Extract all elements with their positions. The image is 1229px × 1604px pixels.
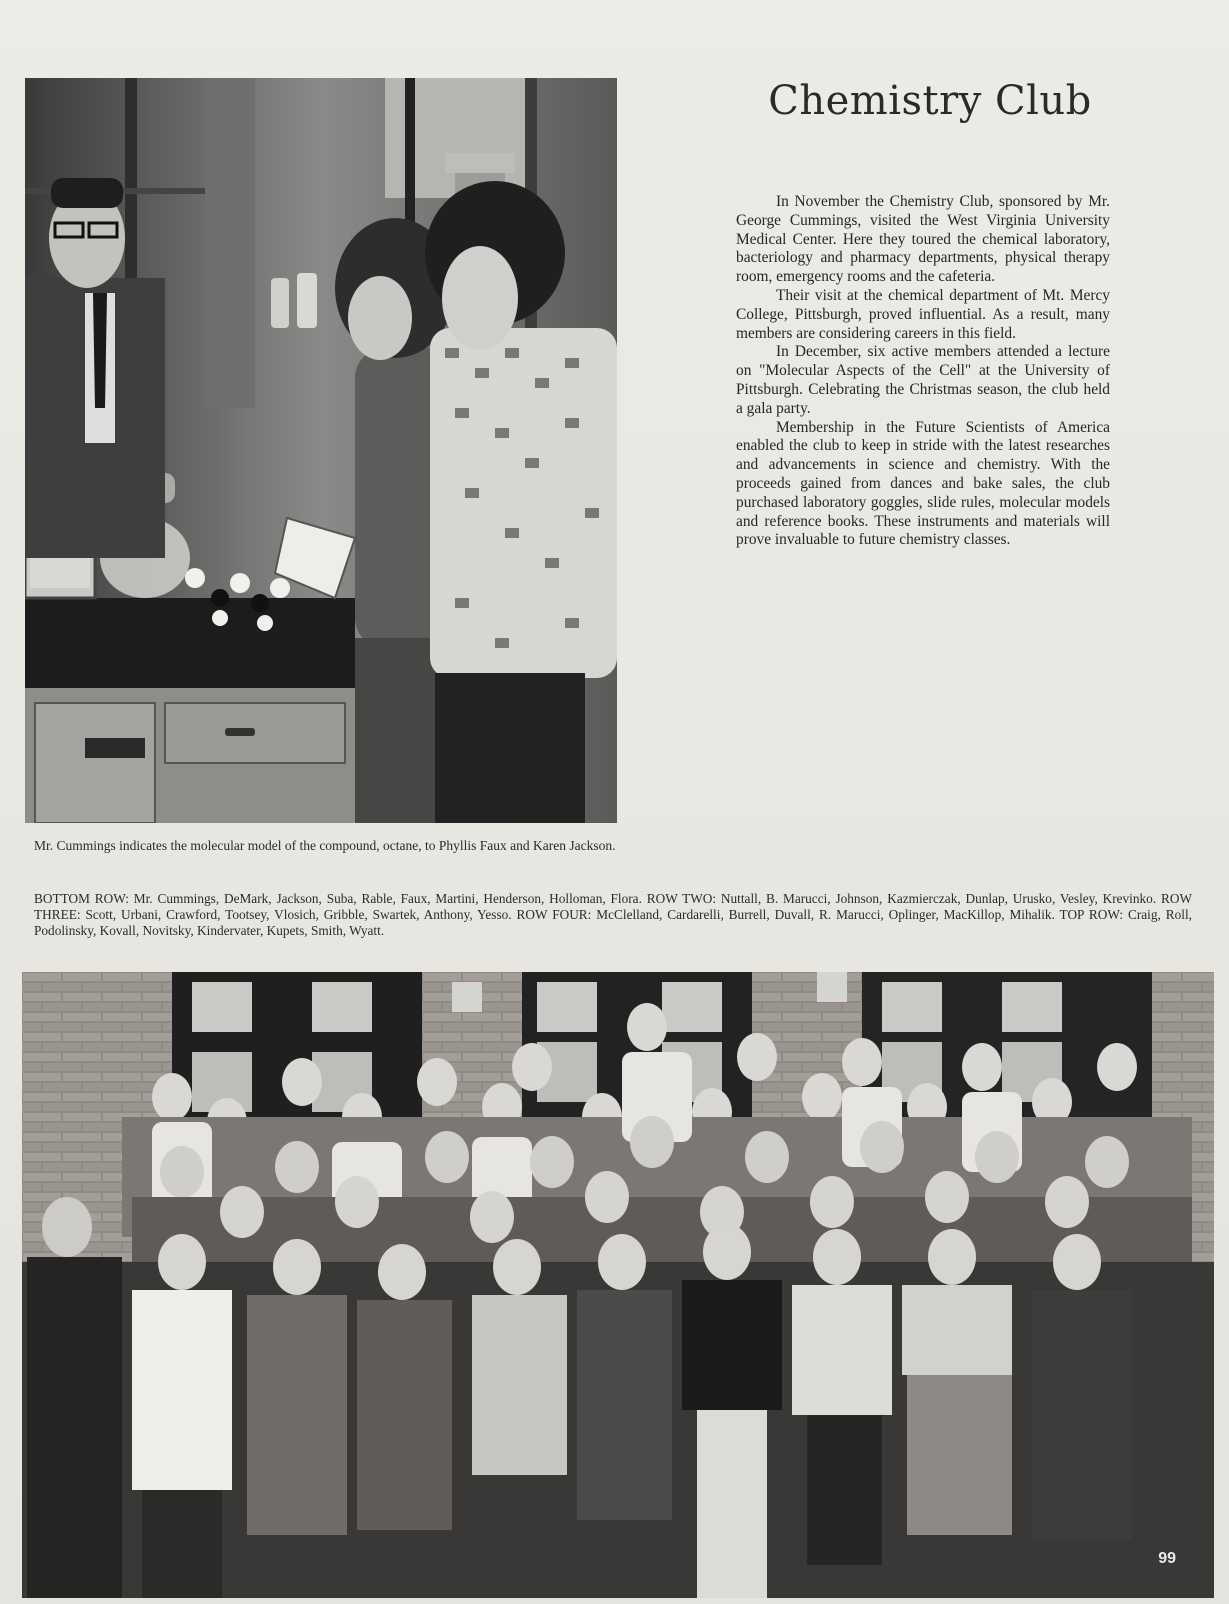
article-body — [736, 193, 1110, 550]
lab-photo-caption: Mr. Cummings indicates the molecular model of the compound, octane, to Phyllis Faux and Karen Jackson. — [34, 838, 616, 853]
lab-photo-illustration — [25, 78, 617, 823]
page-number: 99 — [1158, 1550, 1176, 1567]
article-paragraph: Membership in the Future Scientists of America enabled the club to keep in stride with the latest researches and advancements in science and chemistry. With the proceeds gained from dances and bake sales, the club purchased laboratory goggles, slide rules, molecular models and reference books. These instruments and materials will prove invaluable to future chemistry classes. — [736, 418, 1110, 549]
article-paragraph: In December, six active members attended a lecture on "Molecular Aspects of the Cell" at the University of Pittsburgh. Celebrating the Christmas season, the club held a gala party. — [736, 343, 1110, 417]
group-photo — [22, 972, 1214, 1598]
group-photo-illustration — [22, 972, 1214, 1598]
lab-photo — [25, 78, 617, 823]
article-paragraph: In November the Chemistry Club, sponsored by Mr. George Cummings, visited the West Virginia University Medical Center. Here they toured the chemical laboratory, bacteriology and pharmacy departments, physical therapy room, emergency rooms and the cafeteria. — [736, 193, 1110, 286]
article-paragraph: Their visit at the chemical department of Mt. Mercy College, Pittsburgh, proved influential. As a result, many members are considering careers in this field. — [736, 286, 1110, 342]
page-title: Chemistry Club — [768, 78, 1092, 124]
group-photo-caption: BOTTOM ROW: Mr. Cummings, DeMark, Jackson, Suba, Rable, Faux, Martini, Henderson, Holloman, Flora. ROW TWO: Nuttall, B. Marucci, Johnson, Kazmierczak, Dunlap, Urusko, Vesley, Krevinko. ROW THREE: Scott, Urbani, Crawford, Tootsey, Vlosich, Gribble, Swartek, Anthony, Yesso. ROW FOUR: McClelland, Cardarelli, Burrell, Duvall, R. Marucci, Oplinger, MacKillop, Mihalik. TOP ROW: Craig, Roll, Podolinsky, Kovall, Novitsky, Kindervater, Kupets, Smith, Wyatt. — [34, 891, 1192, 938]
